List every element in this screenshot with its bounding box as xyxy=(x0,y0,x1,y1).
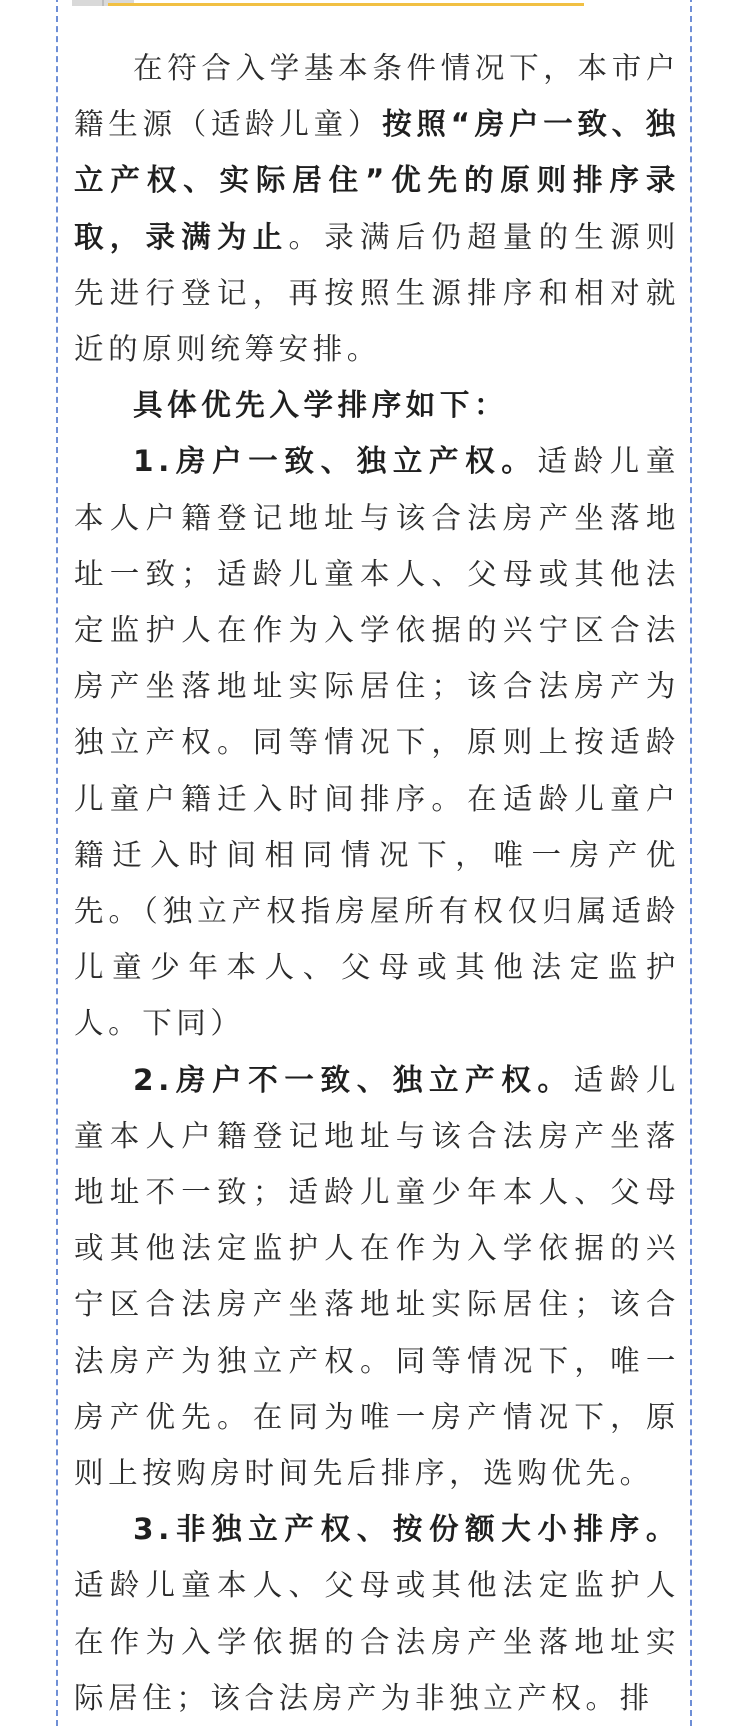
intro-tail-text: 。录满后仍超量的生源则先进行登记，再按照生源排序和相对就近的原则统筹安排。 xyxy=(74,219,680,367)
article-body xyxy=(74,40,680,1726)
top-bar-gold-line xyxy=(108,3,584,6)
priority-item-2-text: 适龄儿童本人户籍登记地址与该合法房产坐落地址不一致；适龄儿童少年本人、父母或其他法定监护人在作为入学依据的兴宁区合法房产坐落地址实际居住；该合法房产为独立产权。同等情况下，唯一房产优先。在同为唯一房产情况下，原则上按购房时间先后排序，选购优先。 xyxy=(74,1062,680,1491)
priority-heading-text: 具体优先入学排序如下： xyxy=(133,388,509,423)
priority-item-3-text: 适龄儿童本人、父母或其他法定监护人在作为入学依据的合法房产坐落地址实际居住；该合法房产为非独立产权。排 xyxy=(74,1568,680,1715)
priority-item-2-title: 2.房户不一致、独立产权。 xyxy=(133,1062,574,1097)
top-decorative-bar xyxy=(72,0,584,7)
intro-bold-rule: 按照“房户一致、独立产权、实际居住”优先的原则排序录取，录满为止 xyxy=(74,107,680,254)
priority-item-3 xyxy=(74,1501,680,1726)
priority-item-1 xyxy=(74,433,680,1051)
top-bar-tick xyxy=(102,0,104,6)
priority-item-2 xyxy=(74,1052,680,1502)
priority-item-1-title: 1.房户一致、独立产权。 xyxy=(133,444,538,479)
intro-text: 在符合入学基本条件情况下，本市户籍生源（适龄儿童） xyxy=(74,51,680,142)
priority-item-1-text: 适龄儿童本人户籍登记地址与该合法房产坐落地址一致；适龄儿童本人、父母或其他法定监护人在作为入学依据的兴宁区合法房产坐落地址实际居住；该合法房产为独立产权。同等情况下，原则上按适龄儿童户籍迁入时间排序。在适龄儿童户籍迁入时间相同情况下，唯一房产优先。（独立产权指房屋所有权仅归属适龄儿童少年本人、父母或其他法定监护人。下同） xyxy=(74,444,680,1041)
intro-paragraph xyxy=(74,40,680,377)
priority-heading xyxy=(74,377,680,433)
priority-item-3-title: 3.非独立产权、按份额大小排序。 xyxy=(133,1512,680,1547)
